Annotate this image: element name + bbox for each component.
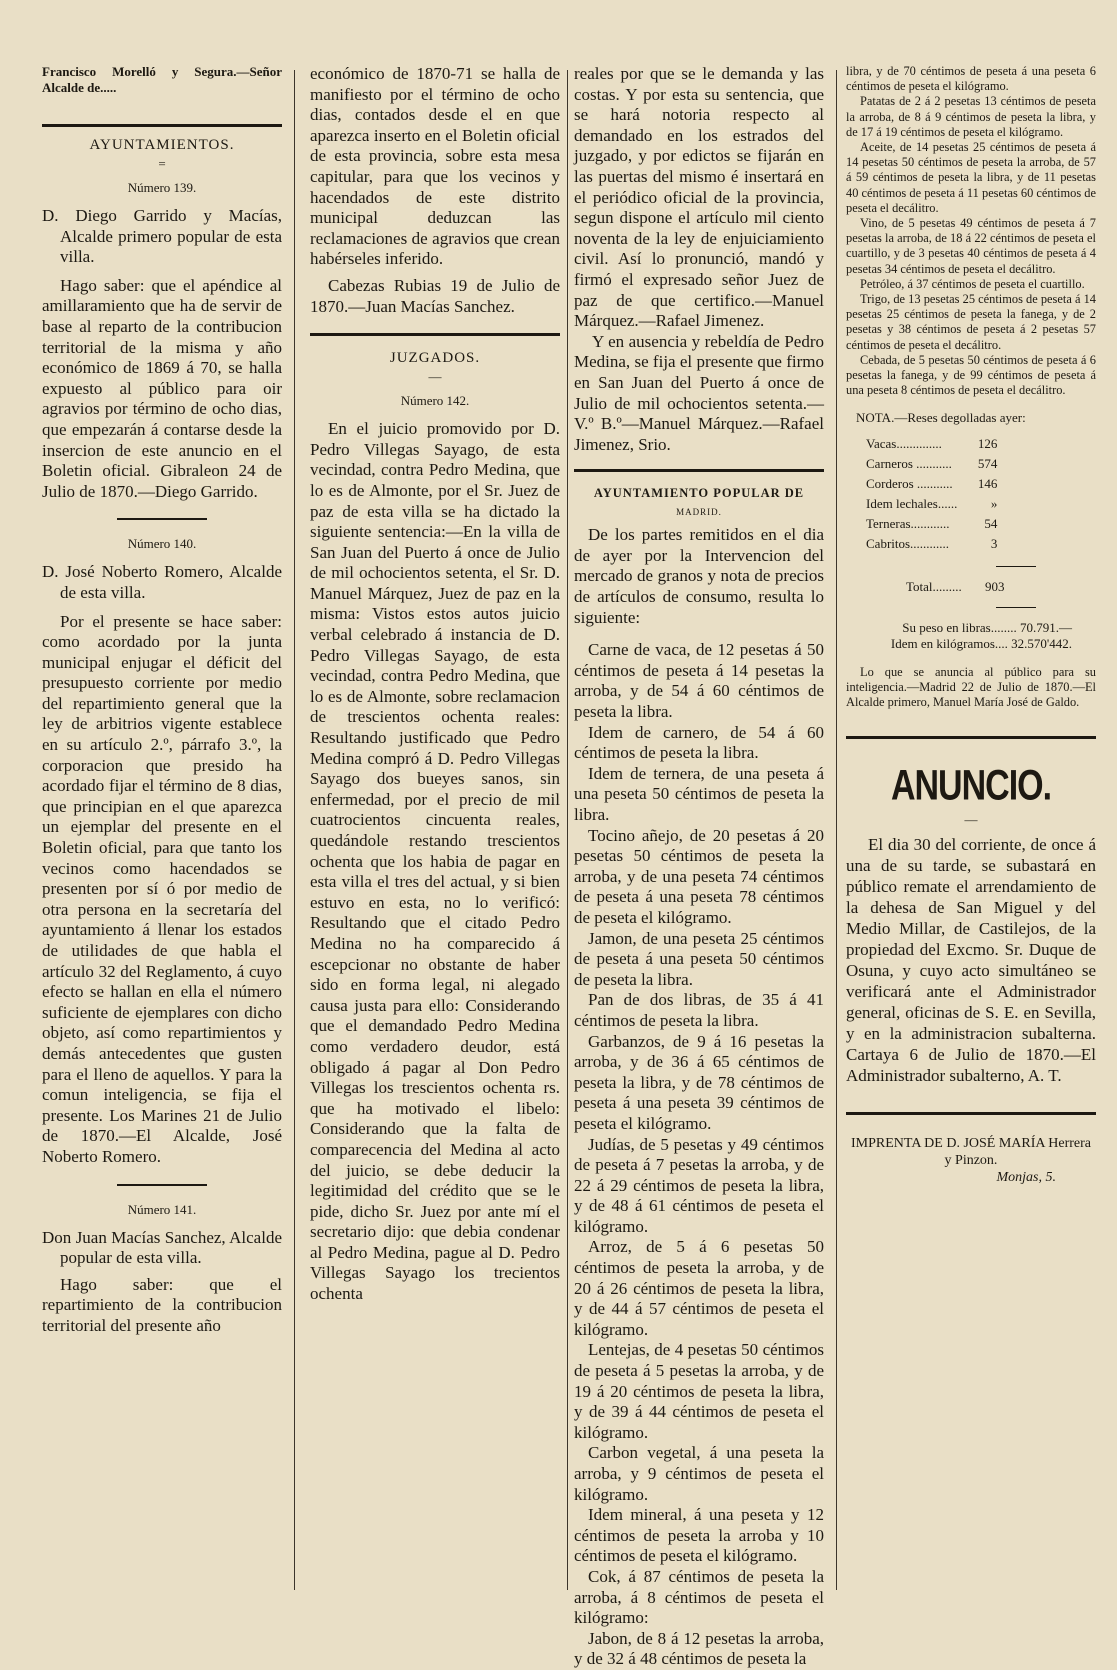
column-rule [294, 70, 295, 1590]
notice-140-body: Por el presente se hace saber: como acordado por la junta municipal enjugar el déficit del presupuesto corriente por medio del repartimiento general que la ley de arbitrios vigente establece en su artículo 2.º, párrafo 3.º, la corporacion que presido ha acordado fijar el término de 8 dias, que principian en el que aparezca un ejemplar del presente en el Boletin oficial, para que tanto los vecinos como hacendados se presenten por sí ó por medio de otra persona en la secretaría del ayuntamiento á llenar los estados de utilidades de que habla el artículo 32 del Reglamento, á cuyo efecto se hallan en ella el número suficiente de ejemplares con dicho objeto, así como repartimientos y demás antecedentes que gusten para el lleno de aquellos. Y para la comun inteligencia, se fija el presente. Los Marines 21 de Julio de 1870.—El Alcalde, José Noberto Romero. [42, 611, 282, 1166]
heading-dash: — [964, 812, 978, 828]
price-item: Pan de dos libras, de 35 á 41 céntimos de peseta la libra. [574, 990, 824, 1030]
price-item: Tocino añejo, de 20 pesetas á 20 pesetas 50 céntimos de peseta la arroba, y de una peseta 74 céntimos de peseta á una peseta 78 céntimos de peseta el kilógramo. [574, 825, 824, 927]
reses-label: Corderos ........... [866, 476, 953, 492]
ornament-divider [117, 1184, 207, 1186]
notice-139-title: D. Diego Garrido y Macías, Alcalde primero popular de esta villa. [42, 206, 282, 267]
column-4 [846, 64, 1096, 1186]
rule-short [996, 566, 1036, 567]
section-divider [574, 469, 824, 472]
table-row [866, 494, 997, 514]
top-signature: Francisco Morelló y Segura.—Señor Alcalde de..... [42, 64, 282, 95]
madrid-closing: Lo que se anuncia al público para su inteligencia.—Madrid 22 de Julio de 1870.—El Alcalde primero, Manuel María José de Galdo. [846, 664, 1096, 710]
price-item: Jamon, de una peseta 25 céntimos de peseta á una peseta 50 céntimos de peseta la libra. [574, 928, 824, 989]
section-heading-ayuntamientos: AYUNTAMIENTOS. [89, 137, 235, 153]
notice-142-continuation: reales por que se le demanda y las costas. Y por esta su sentencia, que se hará notoria respecto al demandado en los estrados del juzgado, y por edictos se fijarán en las puertas del mismo é insertará en el periódico oficial de la provincia, segun dispone el artículo mil ciento noventa de la ley de enjuiciamiento civil. Así lo pronunció, mandó y firmó el expresado señor Juez de paz de que certifico.—Manuel Márquez.—Rafael Jimenez. [574, 64, 824, 331]
notice-142-body: En el juicio promovido por D. Pedro Villegas Sayago, de esta vecindad, contra Pedro Medina, que lo es de Almonte, por el Sr. Juez de paz de esta villa se ha dictado la siguiente sentencia:—En la villa de San Juan del Puerto á once de Julio de mil ochocientos setenta, el Sr. D. Manuel Márquez, Juez de paz en la misma: Vistos estos autos juicio verbal celebrado á instancia de D. Pedro Villegas Sayago, de esta vecindad, contra Pedro Medina, que lo es de Almonte, sobre reclamacion de trescientos ochenta reales: Resultando justificado que Pedro Medina compró á D. Pedro Villegas Sayago dos bueyes sanos, sin enfermedad, por el precio de mil cuatrocientos cincuenta reales, quedándole restando trescientos ochenta que los habia de pagar en esta villa el tres del actual, y si bien estuvo en esta, no lo verificó: Resultando que el citado Pedro Medina no ha comparecido á escepcionar no obstante de haber sido en forma legal, ni alegado causa justa para ello: Considerando que el demandado Pedro Medina como verdadero deudor, está obligado á pagar al Don Pedro Villegas los trescientos ochenta rs. que ha motivado el libelo: Considerando que la falta de comparecencia del Medina al acto del juicio, se debe deducir la legitimidad del crédito que se le pide, dicho Sr. Juez por ante mí el secretario dijo: que debia condenar al Pedro Medina, pague al D. Pedro Villegas Sayago los trecientos ochenta [310, 419, 560, 1304]
price-item: Vino, de 5 pesetas 49 céntimos de peseta á 7 pesetas la arroba, de 18 á 22 céntimos de peseta el cuartillo, y de 3 pesetas 40 céntimos de peseta á 4 pesetas 34 céntimos de peseta el decálitro. [846, 216, 1096, 276]
price-item: Idem mineral, á una peseta y 12 céntimos de peseta la arroba y 10 céntimos de peseta el kilógramo. [574, 1505, 824, 1566]
anuncio-body: El dia 30 del corriente, de once á una de su tarde, se subastará en público remate el arrendamiento de la dehesa de San Miguel y del Medio Millar, de Castilejos, de la propiedad del Excmo. Sr. Duque de Osuna, y cuyo acto simultáneo se verificará ante el Administrador general, oficinas de S. E. en Sevilla, y en la administracion subalterna. Cartaya 6 de Julio de 1870.—El Administrador subalterno, A. T. [846, 835, 1096, 1086]
reses-value: 574 [977, 456, 998, 472]
price-item: Aceite, de 14 pesetas 25 céntimos de peseta á 14 pesetas 50 céntimos de peseta la arroba, de 57 á 59 céntimos de peseta la libra, y de 11 pesetas 40 céntimos de peseta á 11 pesetas 60 céntimos de peseta el decálitro. [846, 140, 1096, 215]
section-divider [846, 1112, 1096, 1115]
section-heading-juzgados: JUZGADOS. [389, 350, 481, 367]
table-row [866, 514, 997, 534]
price-item: Arroz, de 5 á 6 pesetas 50 céntimos de peseta la arroba, y de 20 á 26 céntimos de peseta la libra, y de 44 á 57 céntimos de peseta el kilógramo. [574, 1237, 824, 1339]
reses-value: 3 [990, 536, 998, 552]
column-3 [574, 64, 824, 1670]
table-row [866, 534, 997, 554]
reses-label: Cabritos............ [866, 536, 950, 552]
price-item: Carbon vegetal, á una peseta la arroba, y 9 céntimos de peseta el kilógramo. [574, 1443, 824, 1504]
total-value: 903 [985, 579, 1005, 595]
madrid-closing-block [846, 665, 1096, 711]
reses-label: Carneros ........... [866, 456, 952, 472]
section-divider [310, 333, 560, 336]
printer-imprint [846, 1135, 1096, 1186]
reses-label: Vacas.............. [866, 436, 942, 452]
rule-short [996, 607, 1036, 608]
price-item: Jabon, de 8 á 12 pesetas la arroba, y de 32 á 48 céntimos de peseta la [574, 1628, 824, 1669]
peso-libras: Su peso en libras........ 70.791.— [902, 620, 1072, 636]
price-item: libra, y de 70 céntimos de peseta á una peseta 6 céntimos de peseta el kilógramo. [846, 64, 1096, 94]
notice-141-body: Hago saber: que el repartimiento de la contribucion territorial del presente año [42, 1274, 282, 1335]
price-item: Garbanzos, de 9 á 16 pesetas la arroba, y de 36 á 65 céntimos de peseta la libra, y de 78 céntimos de peseta á una peseta 39 céntimos de peseta el kilógramo. [574, 1031, 824, 1133]
heading-dash: = [158, 156, 166, 171]
reses-value: 146 [977, 476, 998, 492]
notice-139-body: Hago saber: que el apéndice al amillaramiento que ha de servir de base al reparto de la contribucion territorial de la misma y año económico de 1869 á 70, se halla expuesto al público para oir agravios por término de ocho dias, que empezarán á contarse desde la insercion de este anuncio en el Boletin oficial. Gibraleon 24 de Julio de 1870.—Diego Garrido. [42, 275, 282, 501]
section-divider [42, 124, 282, 127]
column-1 [42, 64, 282, 1337]
madrid-heading: AYUNTAMIENTO POPULAR DE [593, 486, 805, 501]
notice-number-142: Número 142. [400, 393, 470, 409]
nota-heading: NOTA.—Reses degolladas ayer: [856, 410, 1026, 426]
notice-141-signature: Cabezas Rubias 19 de Julio de 1870.—Juan Macías Sanchez. [310, 275, 560, 316]
peso-kilogramos: Idem en kilógramos.... 32.570'442. [890, 635, 1072, 651]
price-item: Cebada, de 5 pesetas 50 céntimos de peseta á 6 pesetas la fanega, y de 99 céntimos de peseta á una peseta 8 céntimos de peseta el decálitro. [846, 352, 1096, 398]
imprint-line: IMPRENTA DE D. JOSÉ MARÍA Herrera y Pinzon. [851, 1136, 1091, 1169]
ornament-divider [117, 518, 207, 520]
price-item: Judías, de 5 pesetas y 49 céntimos de peseta á 7 pesetas la arroba, y de 22 á 29 céntimos de peseta la libra, y de 48 á 61 céntimos de peseta el kilógramo. [574, 1134, 824, 1236]
table-row [866, 474, 997, 494]
price-item: Idem de ternera, de una peseta á una peseta 50 céntimos de peseta la libra. [574, 763, 824, 824]
imprint-address: Monjas, 5. [996, 1170, 1056, 1186]
column-rule [567, 70, 568, 1590]
table-row [866, 434, 997, 454]
notice-number-140: Número 140. [127, 536, 197, 552]
rebeldia-paragraph: Y en ausencia y rebeldía de Pedro Medina, se fija el presente que firmo en San Juan del Puerto á once de Julio de mil ochocientos setenta.—V.º B.º—Manuel Márquez.—Rafael Jimenez, Srio. [574, 331, 824, 454]
anuncio-block [846, 834, 1096, 1086]
reses-label: Idem lechales...... [866, 496, 958, 512]
anuncio-title: ANUNCIO. [890, 762, 1052, 811]
price-item: Patatas de 2 á 2 pesetas 13 céntimos de peseta la arroba, de 8 á 9 céntimos de peseta la libra, y de 17 á 19 céntimos de peseta el kilógramo. [846, 94, 1096, 139]
price-item: Carne de vaca, de 12 pesetas á 50 céntimos de peseta á 14 pesetas la arroba, y de 54 á 60 céntimos de peseta la libra. [574, 640, 824, 722]
reses-value: 126 [977, 436, 998, 452]
reses-value: » [990, 496, 998, 512]
madrid-prices-continued [846, 64, 1096, 398]
madrid-subheading: MADRID. [676, 507, 722, 518]
section-divider [846, 736, 1096, 739]
price-item: Petróleo, á 37 céntimos de peseta el cuartillo. [860, 276, 1085, 291]
notice-number-141: Número 141. [127, 1201, 197, 1217]
price-item: Trigo, de 13 pesetas 25 céntimos de peseta á 14 pesetas 25 céntimos de peseta la fanega, y de 2 pesetas y 38 céntimos de peseta á 2 pesetas 57 céntimos de peseta el decálitro. [846, 292, 1096, 352]
notice-141-title: Don Juan Macías Sanchez, Alcalde popular de esta villa. [42, 1227, 282, 1268]
notice-number-139: Número 139. [127, 180, 197, 195]
notice-140-title: D. José Noberto Romero, Alcalde de esta villa. [42, 562, 282, 602]
total-row [906, 579, 1096, 595]
peso-block [846, 620, 1096, 650]
total-label: Total......... [906, 579, 962, 595]
reses-value: 54 [984, 516, 998, 532]
table-row [866, 454, 997, 474]
column-rule [836, 70, 837, 1590]
reses-label: Terneras............ [866, 516, 950, 532]
price-item: Lentejas, de 4 pesetas 50 céntimos de peseta á 5 pesetas la arroba, y de 19 á 20 céntimos de peseta la libra, y de 39 á 44 céntimos de peseta el kilógramo. [574, 1340, 824, 1442]
notice-141-continuation: económico de 1870-71 se halla de manifiesto por el término de ocho dias, contados desde el en que aparezca inserto en el Boletin oficial de esta provincia, sobre esta mesa capitular, para que los vecinos y hacendados de este distrito municipal deduzcan las reclamaciones de agravios que crean habérseles inferido. [310, 64, 560, 269]
column-2 [310, 64, 560, 1305]
price-item: Cok, á 87 céntimos de peseta la arroba, á 8 céntimos de peseta el kilógramo: [574, 1566, 824, 1628]
price-item: Idem de carnero, de 54 á 60 céntimos de peseta la libra. [574, 722, 824, 763]
heading-dash: — [428, 369, 442, 385]
reses-table [866, 434, 997, 554]
madrid-intro: De los partes remitidos en el dia de ayer por la Intervencion del mercado de granos y nota de precios de artículos de consumo, resulta lo siguiente: [574, 525, 824, 627]
madrid-prices [574, 525, 824, 1670]
